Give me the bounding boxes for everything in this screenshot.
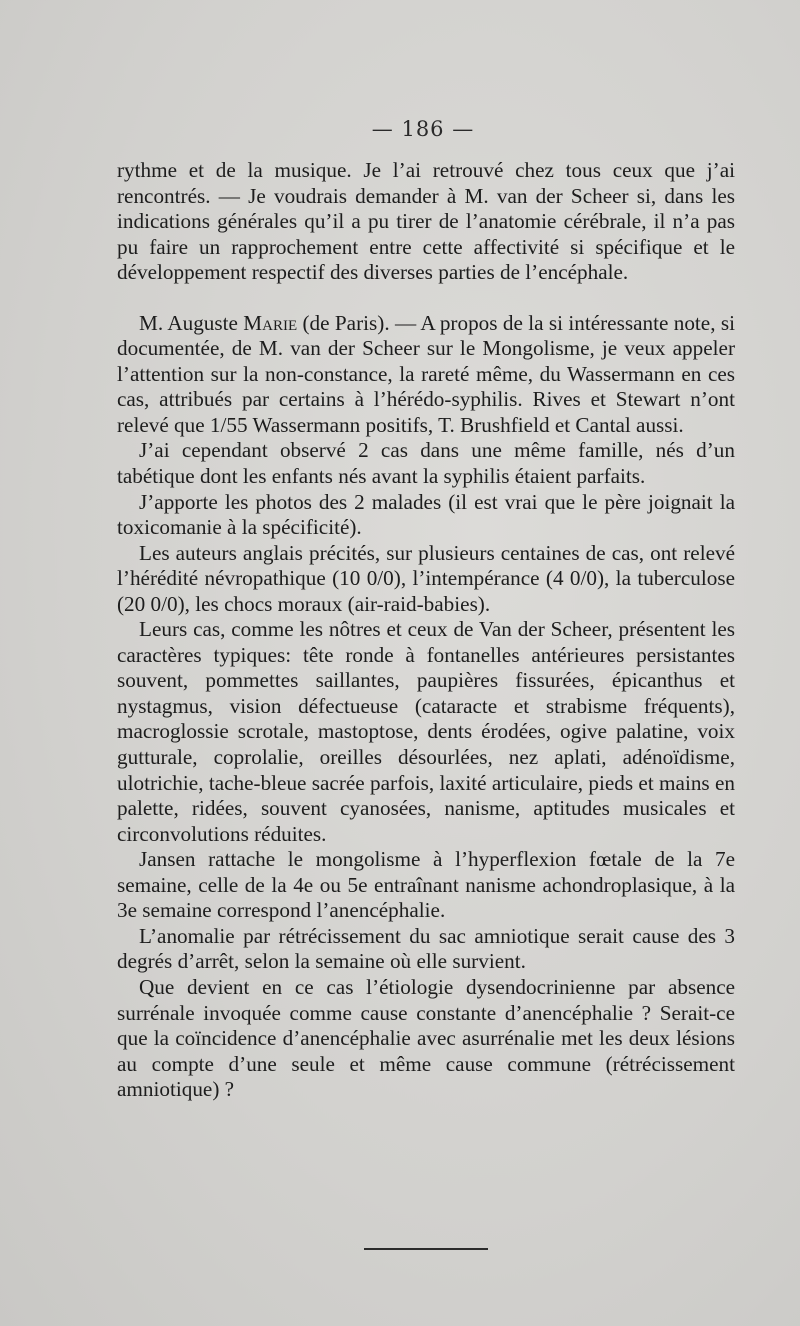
paragraph-8 [117,924,735,975]
paragraph-text: Les auteurs anglais précités, sur plusieurs centaines de cas, ont relevé l’hérédité névropathique (10 0/0), l’intempérance (4 0/0), la tuberculose (20 0/0), les chocs moraux (air-raid-babies). [117,540,735,616]
paragraph-5 [117,541,735,618]
paragraph-6 [117,617,735,847]
paragraph-text: L’anomalie par rétrécissement du sac amniotique serait cause des 3 degrés d’arrêt, selon la semaine où elle survient. [117,923,735,974]
paragraph-text: Que devient en ce cas l’étiologie dysendocrinienne par absence surrénale invoquée comme cause constante d’anencéphalie ? Serait-ce que la coïncidence d’anencéphalie avec asurrénalie met les deux lésions au compte d’une seule et même cause commune (rétrécissement amniotique) ? [117,974,735,1102]
paragraph-1 [117,158,735,286]
body-text [117,158,735,1103]
paragraph-text: Leurs cas, comme les nôtres et ceux de Van der Scheer, présentent les caractères typiques: tête ronde à fontanelles antérieures persistantes souvent, pommettes saillantes, paupières fissurées, épicanthus et nystagmus, vision défectueuse (cataracte et strabisme fréquents), macroglossie scrotale, mastoptose, dents érodées, ogive palatine, voix gutturale, coprolalie, oreilles désourlées, nez aplati, adénoïdisme, ulotrichie, tache-bleue sacrée parfois, laxité articulaire, pieds et mains en palette, ridées, souvent cyanosées, nanisme, aptitudes musicales et circonvolutions réduites. [117,617,735,846]
paragraph-7 [117,847,735,924]
page-number: — 186 — [371,117,475,141]
paragraph-text: M. Auguste [139,310,244,335]
paragraph-4 [117,490,735,541]
paragraph-2 [117,311,735,439]
paragraph-3 [117,438,735,489]
paragraph-text: (de Paris). — A propos de la si intéressante note, si documentée, de M. van der Scheer sur le Mongolisme, je veux appeler l’attention sur la non-constance, la rareté même, du Wassermann en ces cas, attribués par certains à l’hérédo-syphilis. Rives et Stewart n’ont relevé que 1/55 Wassermann positifs, T. Brushfield et Cantal aussi. [117,310,735,437]
paragraph-text: Jansen rattache le mongolisme à l’hyperflexion fœtale de la 7e semaine, celle de la 4e ou 5e entraînant nanisme achondroplasique, à la 3e semaine correspond l’anencéphalie. [117,847,735,923]
paragraph-9 [117,975,735,1103]
end-rule [364,1248,488,1250]
author-name: Marie [243,310,298,335]
paragraph-text: rythme et de la musique. Je l’ai retrouvé chez tous ceux que j’ai rencontrés. — Je voudrais demander à M. van der Scheer si, dans les indications générales qu’il a pu tirer de l’anatomie cérébrale, il n’a pas pu faire un rapprochement entre cette affectivité si spécifique et le développement respectif des diverses parties de l’encéphale. [117,158,735,285]
paragraph-text: J’ai cependant observé 2 cas dans une même famille, nés d’un tabétique dont les enfants nés avant la syphilis étaient parfaits. [117,438,735,489]
paragraph-text: J’apporte les photos des 2 malades (il est vrai que le père joignait la toxicomanie à la spécificité). [117,489,735,540]
